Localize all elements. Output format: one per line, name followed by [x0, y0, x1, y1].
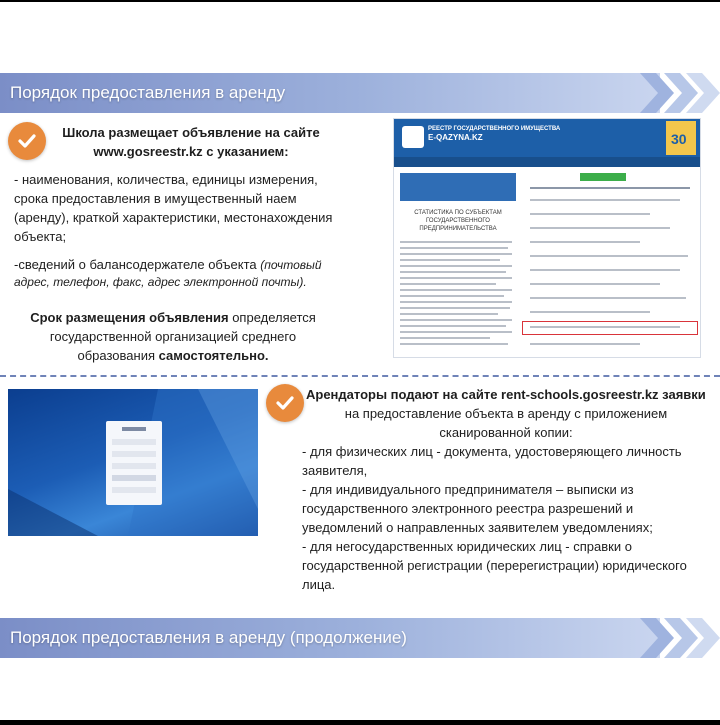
section2-text: - для физических лиц - документа, удостоверяющего личность	[302, 444, 682, 459]
login-screenshot	[8, 389, 258, 536]
bullet-text: -сведений о балансодержателе объекта (почтовый	[14, 257, 322, 272]
site-screenshot	[393, 118, 701, 358]
bullet-text: объекта;	[14, 229, 67, 244]
site-green-button	[580, 173, 626, 181]
bullet-text: срока предоставления в имущественный наем	[14, 191, 297, 206]
site-stats-panel: СТАТИСТИКА ПО СУБЪЕКТАМ ГОСУДАРСТВЕННОГО ПРЕДПРИНИМАТЕЛЬСТВА	[400, 173, 516, 353]
site-brand: РЕЕСТР ГОСУДАРСТВЕННОГО ИМУЩЕСТВА E-QAZYNA.KZ	[428, 126, 561, 142]
check-icon	[8, 122, 46, 160]
section2-text: заявителя,	[302, 463, 368, 478]
login-field	[112, 463, 156, 469]
chevron-right-icon	[686, 73, 720, 113]
anniversary-badge: 30	[666, 121, 696, 155]
site-services-list	[520, 173, 698, 353]
section2-text: государственного электронного реестра разрешений и	[302, 501, 634, 516]
section2-heading: Арендаторы подают на сайте rent-schools.gosreestr.kz заявки	[306, 387, 706, 402]
section2-text: сканированной копии:	[439, 425, 573, 440]
section2-text: лица.	[302, 577, 336, 592]
term-line1: Срок размещения объявления определяется	[30, 310, 316, 325]
term-line3: образования самостоятельно.	[77, 348, 269, 363]
login-card	[106, 421, 162, 505]
section2-text: - для негосударственных юридических лиц - справки о	[302, 539, 632, 554]
login-field	[112, 451, 156, 457]
section1-heading-line2: www.gosreestr.kz с указанием:	[93, 144, 289, 159]
section1-heading-line1: Школа размещает объявление на сайте	[62, 125, 320, 140]
section-banner	[0, 73, 720, 113]
highlighted-service	[522, 321, 698, 335]
login-field	[112, 487, 156, 493]
site-nav	[394, 157, 701, 167]
term-line2: государственной организацией среднего	[49, 329, 297, 344]
section2-text: на предоставление объекта в аренду с приложением	[344, 406, 668, 421]
bullet-text: - наименования, количества, единицы измерения,	[14, 172, 318, 187]
login-field	[112, 475, 156, 481]
section2-text: уведомлений о направленных заявителем уведомлениях;	[302, 520, 653, 535]
section2-text: - для индивидуального предпринимателя – выписки из	[302, 482, 634, 497]
chevron-right-icon	[686, 618, 720, 658]
section-banner-continued	[0, 618, 720, 658]
slide	[0, 2, 720, 720]
banner-title: Порядок предоставления в аренду	[10, 83, 286, 102]
site-header	[394, 119, 701, 157]
banner-title: Порядок предоставления в аренду (продолжение)	[10, 628, 407, 647]
site-logo	[402, 126, 424, 148]
section2-text: государственной регистрации (перерегистрации) юридического	[302, 558, 687, 573]
bullet-text-italic: адрес, телефон, факс, адрес электронной почты).	[14, 275, 307, 289]
bullet-text: (аренду), краткой характеристики, местонахождения	[14, 210, 333, 225]
login-field	[112, 439, 156, 445]
check-icon	[266, 384, 304, 422]
section-divider	[0, 375, 720, 377]
